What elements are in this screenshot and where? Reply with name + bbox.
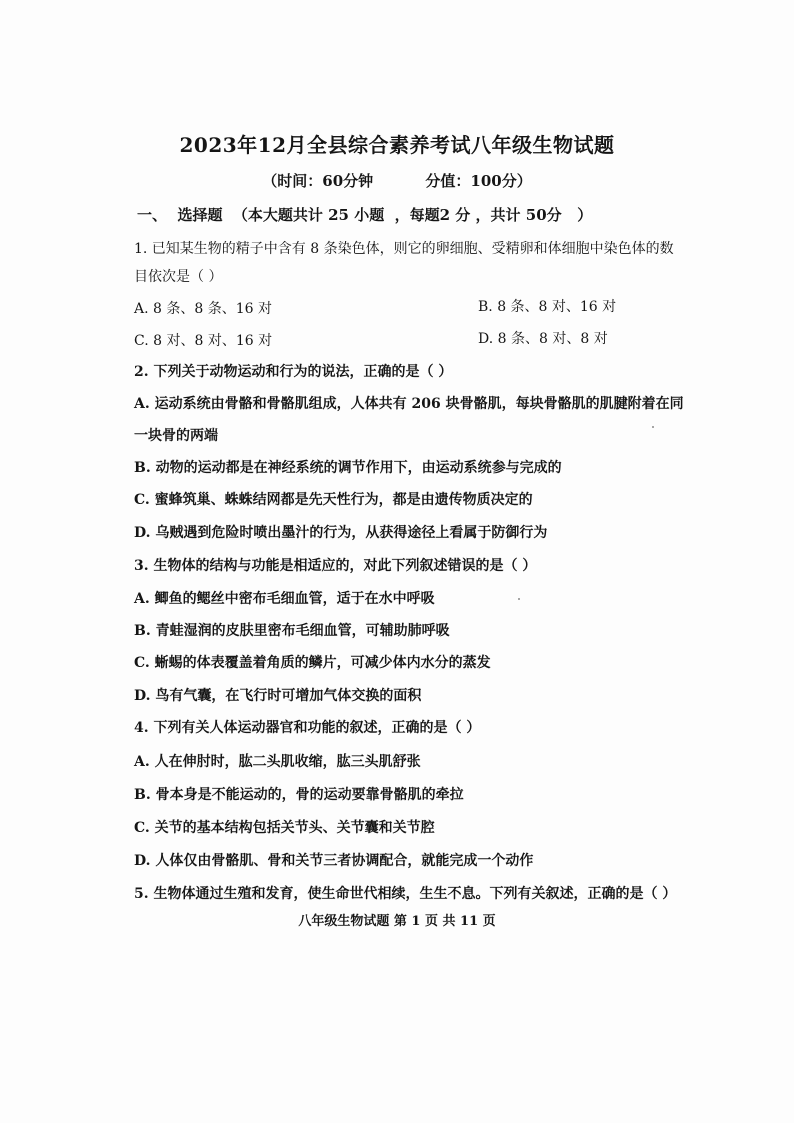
- question-2-option-d: D. 乌贼遇到危险时喷出墨汁的行为，从获得途径上看属于防御行为: [134, 525, 548, 541]
- question-2-stem: 2. 下列关于动物运动和行为的说法，正确的是（ ）: [134, 364, 453, 380]
- question-1-option-c: C. 8 对、8 对、16 对: [134, 333, 273, 349]
- scan-speck: [518, 598, 520, 600]
- question-1-option-b: B. 8 条、8 对、16 对: [478, 299, 617, 315]
- question-4-stem: 4. 下列有关人体运动器官和功能的叙述，正确的是（ ）: [134, 720, 481, 736]
- question-3-stem: 3. 生物体的结构与功能是相适应的，对此下列叙述错误的是（ ）: [134, 558, 537, 574]
- question-4-option-a: A. 人在伸肘时，肱二头肌收缩，肱三头肌舒张: [134, 754, 421, 770]
- question-4-option-c: C. 关节的基本结构包括关节头、关节囊和关节腔: [134, 820, 435, 836]
- page-footer: 八年级生物试题 第 1 页 共 11 页: [298, 914, 496, 929]
- question-2-option-c: C. 蜜蜂筑巢、蛛蛛结网都是先天性行为，都是由遗传物质决定的: [134, 492, 533, 508]
- question-2-option-b: B. 动物的运动都是在神经系统的调节作用下，由运动系统参与完成的: [134, 460, 562, 476]
- question-3-option-b: B. 青蛙湿润的皮肤里密布毛细血管，可辅助肺呼吸: [134, 623, 450, 639]
- question-1-stem-line1: 1. 已知某生物的精子中含有 8 条染色体，则它的卵细胞、受精卵和体细胞中染色体的数: [134, 241, 674, 257]
- scan-speck: [652, 426, 654, 428]
- section-heading: 一、 选择题 （本大题共计 25 小题 ，每题2 分 ，共计 50分 ）: [137, 206, 593, 224]
- question-1-option-a: A. 8 条、8 条、16 对: [134, 301, 272, 317]
- question-5-stem: 5. 生物体通过生殖和发育，使生命世代相续，生生不息。下列有关叙述，正确的是（ ）: [134, 886, 677, 902]
- question-2-option-a-line2: 一块骨的两端: [134, 428, 218, 444]
- exam-title: 2023年12月全县综合素养考试八年级生物试题: [179, 133, 615, 157]
- question-2-option-a-line1: A. 运动系统由骨骼和骨骼肌组成，人体共有 206 块骨骼肌，每块骨骼肌的肌腱附着在同: [134, 396, 684, 412]
- question-3-option-d: D. 鸟有气囊，在飞行时可增加气体交换的面积: [134, 688, 422, 704]
- question-3-option-c: C. 蜥蜴的体表覆盖着角质的鳞片，可减少体内水分的蒸发: [134, 655, 491, 671]
- question-1-stem-line2: 目依次是（ ）: [134, 269, 223, 285]
- exam-subtitle: （时间：60分钟 分值：100分）: [262, 172, 532, 190]
- question-4-option-d: D. 人体仅由骨骼肌、骨和关节三者协调配合，就能完成一个动作: [134, 853, 534, 869]
- question-1-option-d: D. 8 条、8 对、8 对: [478, 331, 608, 347]
- question-3-option-a: A. 鲫鱼的鳃丝中密布毛细血管，适于在水中呼吸: [134, 591, 435, 607]
- question-4-option-b: B. 骨本身是不能运动的，骨的运动要靠骨骼肌的牵拉: [134, 787, 464, 803]
